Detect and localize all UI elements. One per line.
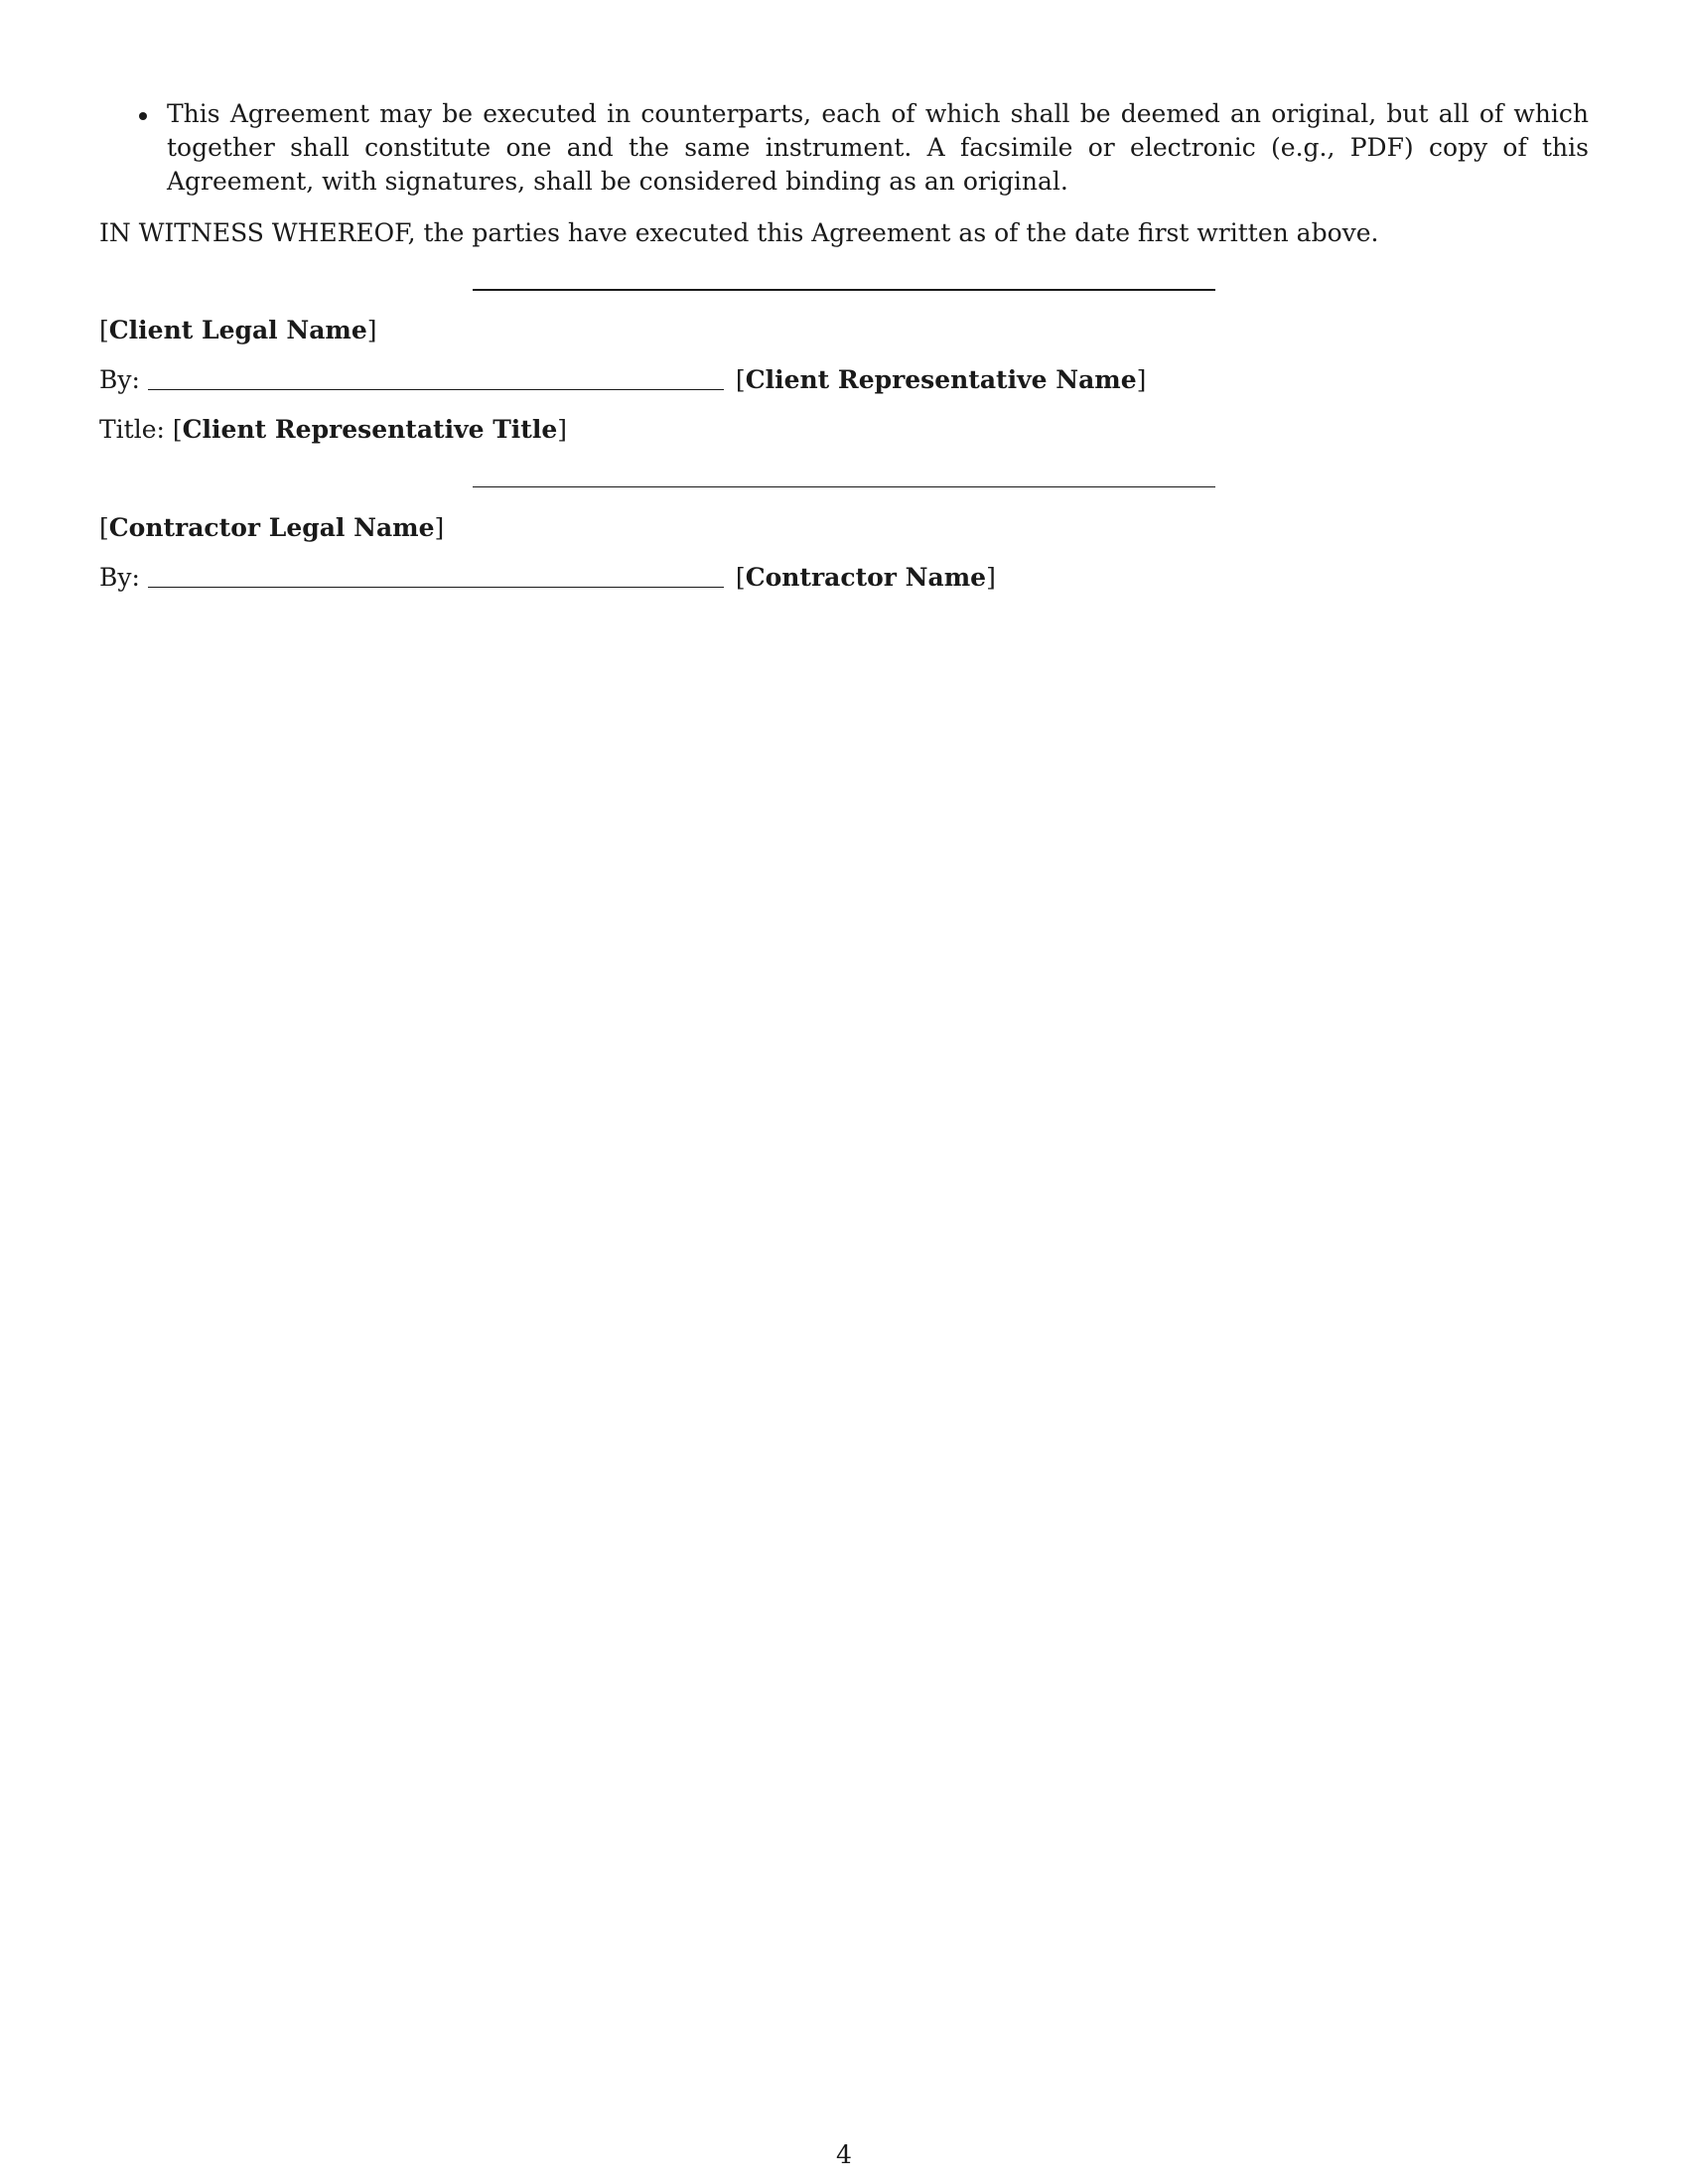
- client-legal-name-text: Client Legal Name: [108, 316, 367, 344]
- bracket-close: ]: [1136, 365, 1147, 394]
- client-by-line: [99, 363, 1146, 397]
- bracket-open: [: [99, 513, 109, 542]
- page-number: 4: [836, 2140, 852, 2169]
- witness-statement: IN WITNESS WHEREOF, the parties have executed this Agreement as of the date first written above.: [99, 218, 1379, 247]
- bracket-close: ]: [986, 563, 996, 592]
- contractor-signature-rule: [473, 486, 1215, 487]
- client-legal-name: [99, 314, 377, 347]
- by-label: By:: [99, 563, 140, 592]
- bracket-open: [: [172, 415, 183, 444]
- bracket-close: ]: [557, 415, 568, 444]
- contractor-signature-blank[interactable]: [148, 563, 724, 588]
- clause-text: This Agreement may be executed in counterparts, each of which shall be deemed an original, but all of which together shall constitute one and the same instrument. A facsimile or electronic (e.g., PDF) copy of this Agreement, with signatures, shall be considered binding as an original.: [167, 99, 1589, 196]
- bracket-close: ]: [434, 513, 445, 542]
- contractor-representative-name: Contractor Name: [745, 563, 987, 592]
- by-label: By:: [99, 365, 140, 394]
- client-representative-name: Client Representative Name: [745, 365, 1137, 394]
- contractor-legal-name-text: Contractor Legal Name: [108, 513, 435, 542]
- title-label: Title:: [99, 415, 165, 444]
- client-signature-blank[interactable]: [148, 365, 724, 390]
- bracket-open: [: [735, 563, 746, 592]
- list-item: [99, 97, 1589, 199]
- client-signature-rule: [473, 289, 1215, 291]
- bracket-open: [: [735, 365, 746, 394]
- bullet-icon: [139, 112, 147, 120]
- clause-list: [99, 97, 1589, 199]
- client-representative-title: Client Representative Title: [182, 415, 558, 444]
- bracket-close: ]: [366, 316, 377, 344]
- bracket-open: [: [99, 316, 109, 344]
- client-title-line: [99, 413, 567, 447]
- contractor-legal-name: [99, 511, 444, 545]
- contractor-by-line: [99, 561, 996, 595]
